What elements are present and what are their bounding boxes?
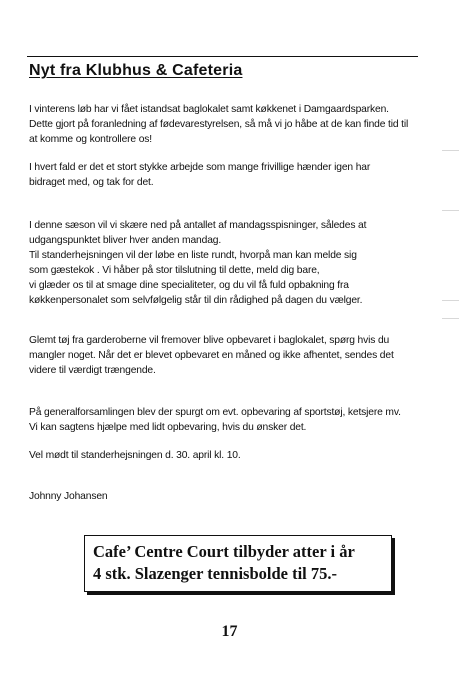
text-line: I hvert fald er det et stort stykke arbejde som mange frivillige hænder igen har bbox=[29, 162, 371, 173]
text-line: Glemt tøj fra garderoberne vil fremover blive opbevaret i baglokalet, spørg hvis du bbox=[29, 335, 390, 346]
text-line: videre til værdigt trængende. bbox=[29, 365, 156, 376]
paragraph-storage bbox=[29, 405, 439, 435]
text-line: Dette gjort på foranledning af fødevarestyrelsen, så må vi jo håbe at de kan finde tid til bbox=[29, 119, 409, 130]
bleed-through-mark bbox=[442, 150, 459, 151]
paragraph-renovation bbox=[29, 102, 439, 147]
advert-line: 4 stk. Slazenger tennisbolde til 75.- bbox=[93, 564, 337, 583]
paragraph-volunteers bbox=[29, 160, 439, 190]
top-rule bbox=[27, 56, 418, 57]
article-title: Nyt fra Klubhus & Cafeteria bbox=[29, 62, 243, 79]
text-line: I vinterens løb har vi fået istandsat baglokalet samt køkkenet i Damgaardsparken. bbox=[29, 104, 389, 115]
advert-line: Cafe’ Centre Court tilbyder atter i år bbox=[93, 542, 355, 561]
text-line: Vi kan sagtens hjælpe med lidt opbevaring, hvis du ønsker det. bbox=[29, 422, 307, 433]
bleed-through-mark bbox=[442, 300, 459, 301]
text-line: I denne sæson vil vi skære ned på antallet af mandagsspisninger, således at bbox=[29, 220, 367, 231]
text-line: at komme og kontrollere os! bbox=[29, 134, 153, 145]
text-line: som gæstekok . Vi håber på stor tilslutning til dette, meld dig bare, bbox=[29, 265, 320, 276]
paragraph-lost-clothes bbox=[29, 333, 439, 378]
text-line: mangler noget. Når det er blevet opbevaret en måned og ikke afhentet, sendes det bbox=[29, 350, 394, 361]
text-line: På generalforsamlingen blev der spurgt om evt. opbevaring af sportstøj, ketsjere mv. bbox=[29, 407, 401, 418]
page-number: 17 bbox=[221, 623, 238, 640]
signature: Johnny Johansen bbox=[29, 491, 108, 502]
text-line: bidraget med, og tak for det. bbox=[29, 177, 154, 188]
text-line: Til standerhejsningen vil der løbe en liste rundt, hvorpå man kan melde sig bbox=[29, 250, 357, 261]
text-line: vi glæder os til at smage dine specialiteter, og du vil få fuld opbakning fra bbox=[29, 280, 349, 291]
text-line: Vel mødt til standerhejsningen d. 30. april kl. 10. bbox=[29, 450, 241, 461]
bleed-through-mark bbox=[442, 318, 459, 319]
advert-box bbox=[84, 535, 392, 592]
text-line: udgangspunktet bliver hver anden mandag. bbox=[29, 235, 222, 246]
paragraph-flag-raising bbox=[29, 448, 439, 463]
text-line: køkkenpersonalet som selvfølgelig står til din rådighed på dagen du vælger. bbox=[29, 295, 363, 306]
paragraph-monday-dinners bbox=[29, 218, 439, 308]
bleed-through-mark bbox=[442, 210, 459, 211]
